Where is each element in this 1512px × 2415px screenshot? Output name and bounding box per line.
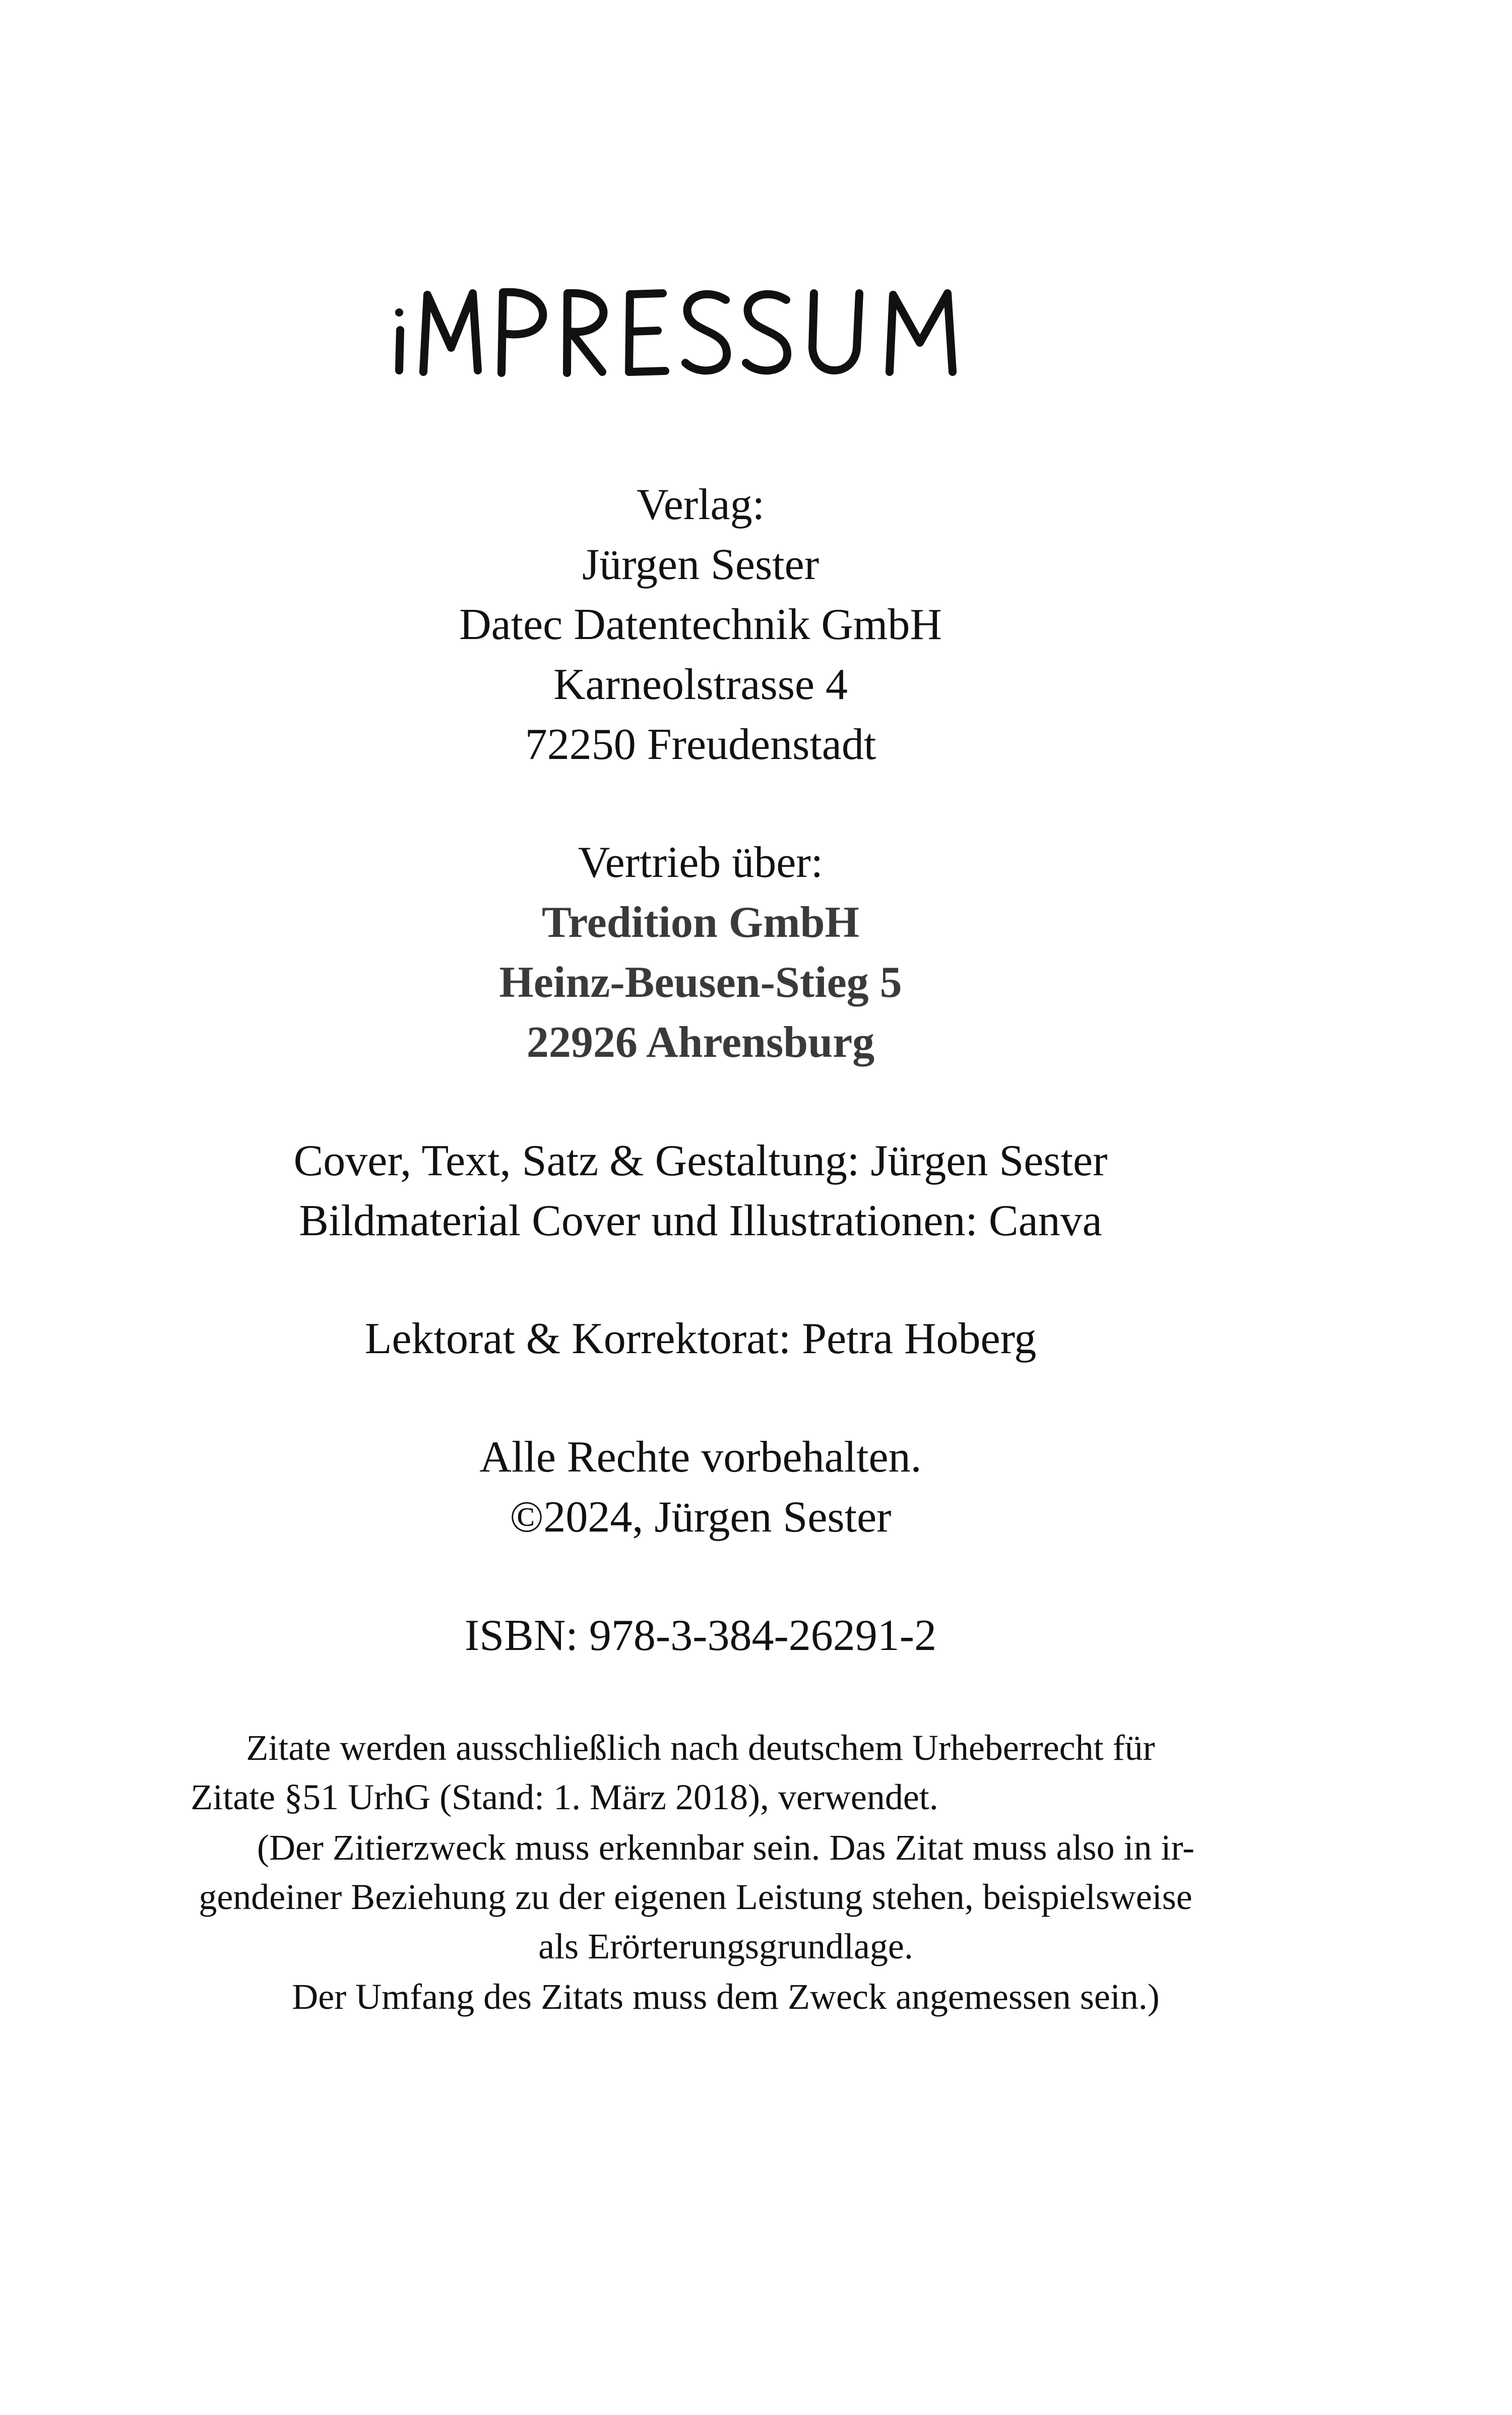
- citation-note-line: Zitate werden ausschließlich nach deutschem Urheberrecht für: [246, 1728, 1155, 1768]
- credits-line: Bildmaterial Cover und Illustrationen: Canva: [299, 1196, 1102, 1245]
- citation-note-line: gendeiner Beziehung zu der eigenen Leistung stehen, beispielsweise: [199, 1877, 1192, 1917]
- verlag-name: Jürgen Sester: [582, 540, 820, 589]
- vertrieb-company: Tredition GmbH: [542, 898, 859, 947]
- isbn-line: ISBN: 978-3-384-26291-2: [464, 1611, 937, 1660]
- citation-note-line: als Erörterungsgrundlage.: [538, 1926, 913, 1966]
- credits-line: Cover, Text, Satz & Gestaltung: Jürgen Sester: [293, 1136, 1108, 1185]
- verlag-company: Datec Datentechnik GmbH: [459, 600, 942, 649]
- copyright-line: ©2024, Jürgen Sester: [510, 1493, 892, 1542]
- vertrieb-city: 22926 Ahrensburg: [526, 1018, 875, 1067]
- vertrieb-heading: Vertrieb über:: [578, 838, 824, 887]
- citation-note-line: (Der Zitierzweck muss erkennbar sein. Das Zitat muss also in ir-: [257, 1827, 1194, 1868]
- citation-note-line: Zitate §51 UrhG (Stand: 1. März 2018), verwendet.: [191, 1777, 938, 1817]
- verlag-city: 72250 Freudenstadt: [525, 720, 876, 769]
- handwritten-title-lettering: [388, 282, 1023, 383]
- verlag-street: Karneolstrasse 4: [553, 660, 848, 709]
- verlag-heading: Verlag:: [636, 480, 765, 529]
- vertrieb-street: Heinz-Beusen-Stieg 5: [499, 958, 902, 1007]
- citation-note-line: Der Umfang des Zitats muss dem Zweck angemessen sein.): [292, 1977, 1160, 2017]
- rights-line: Alle Rechte vorbehalten.: [479, 1433, 922, 1482]
- lektorat-line: Lektorat & Korrektorat: Petra Hoberg: [364, 1314, 1037, 1363]
- page-title: [388, 282, 1023, 383]
